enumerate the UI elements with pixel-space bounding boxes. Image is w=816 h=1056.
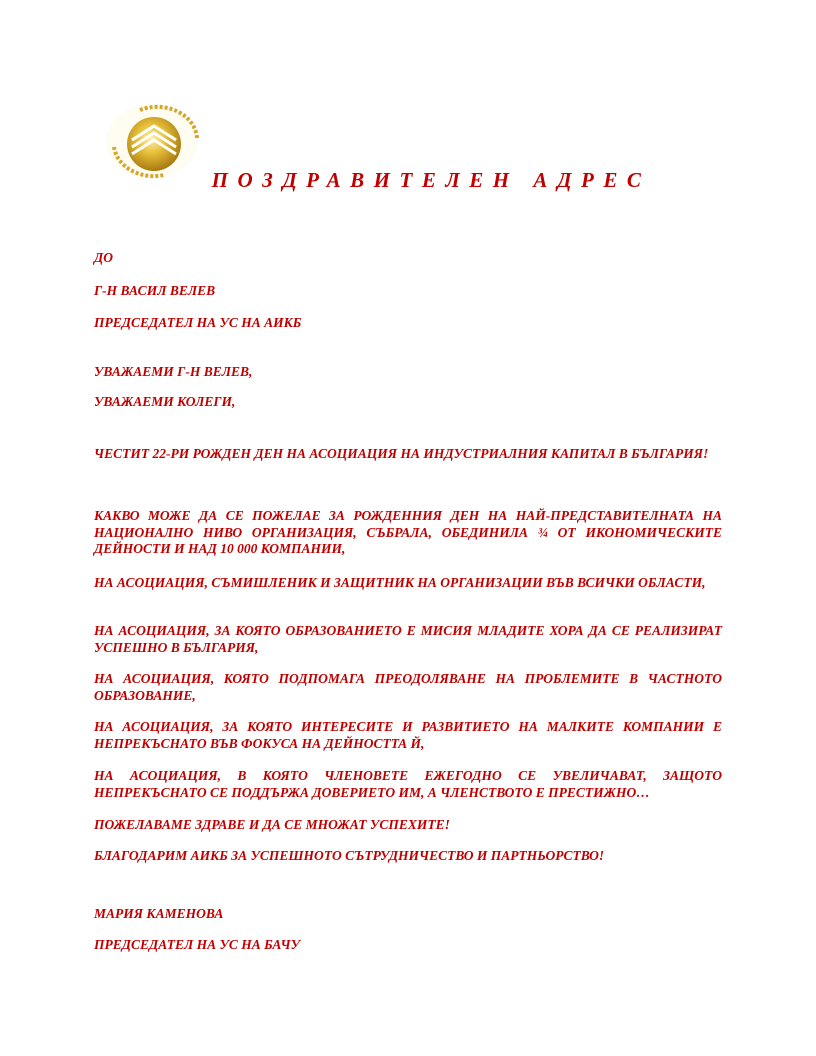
- signature-position: ПРЕДСЕДАТЕЛ НА УС НА БАЧУ: [94, 937, 300, 952]
- signature-name: МАРИЯ КАМЕНОВА: [94, 906, 224, 921]
- body-paragraph: ЧЕСТИТ 22-РИ РОЖДЕН ДЕН НА АСОЦИАЦИЯ НА ИНДУСТРИАЛНИЯ КАПИТАЛ В БЪЛГАРИЯ!: [94, 446, 709, 461]
- recipient-position: ПРЕДСЕДАТЕЛ НА УС НА АИКБ: [94, 315, 302, 330]
- body-paragraph: КАКВО МОЖЕ ДА СЕ ПОЖЕЛАЕ ЗА РОЖДЕННИЯ ДЕН НА НАЙ-ПРЕДСТАВИТЕЛНАТА НА НАЦИОНАЛНО НИВО ОРГАНИЗАЦИЯ, СЪБРАЛА, ОБЕДИНИЛА ¾ ОТ ИКОНОМИЧЕСКИТЕ ДЕЙНОСТИ И НАД 10 000 КОМПАНИИ,: [94, 508, 722, 556]
- salutation-line: УВАЖАЕМИ КОЛЕГИ,: [94, 394, 236, 409]
- body-paragraph: НА АСОЦИАЦИЯ, СЪМИШЛЕНИК И ЗАЩИТНИК НА ОРГАНИЗАЦИИ ВЪВ ВСИЧКИ ОБЛАСТИ,: [94, 575, 706, 590]
- body-paragraph: НА АСОЦИАЦИЯ, ЗА КОЯТО ОБРАЗОВАНИЕТО Е МИСИЯ МЛАДИТЕ ХОРА ДА СЕ РЕАЛИЗИРАТ УСПЕШНО В БЪЛГАРИЯ,: [94, 623, 722, 655]
- recipient-name: Г-Н ВАСИЛ ВЕЛЕВ: [94, 283, 216, 298]
- body-paragraph: ПОЖЕЛАВАМЕ ЗДРАВЕ И ДА СЕ МНОЖАТ УСПЕХИТЕ!: [94, 817, 450, 832]
- body-paragraph: НА АСОЦИАЦИЯ, ЗА КОЯТО ИНТЕРЕСИТЕ И РАЗВИТИЕТО НА МАЛКИТЕ КОМПАНИИ Е НЕПРЕКЪСНАТО ВЪВ ФОКУСА НА ДЕЙНОСТТА Й,: [94, 719, 722, 751]
- document-title: ПОЗДРАВИТЕЛЕН АДРЕС: [211, 168, 651, 192]
- recipient-to: ДО: [94, 250, 113, 265]
- body-paragraph: НА АСОЦИАЦИЯ, В КОЯТО ЧЛЕНОВЕТЕ ЕЖЕГОДНО СЕ УВЕЛИЧАВАТ, ЗАЩОТО НЕПРЕКЪСНАТО СЕ ПОДДЪРЖА ДОВЕРИЕТО ИМ, А ЧЛЕНСТВОТО Е ПРЕСТИЖНО…: [94, 768, 722, 800]
- body-paragraph: БЛАГОДАРИМ АИКБ ЗА УСПЕШНОТО СЪТРУДНИЧЕСТВО И ПАРТНЬОРСТВО!: [94, 848, 605, 863]
- salutation-line: УВАЖАЕМИ Г-Н ВЕЛЕВ,: [94, 364, 253, 379]
- body-paragraph: НА АСОЦИАЦИЯ, КОЯТО ПОДПОМАГА ПРЕОДОЛЯВАНЕ НА ПРОБЛЕМИТЕ В ЧАСТНОТО ОБРАЗОВАНИЕ,: [94, 671, 722, 703]
